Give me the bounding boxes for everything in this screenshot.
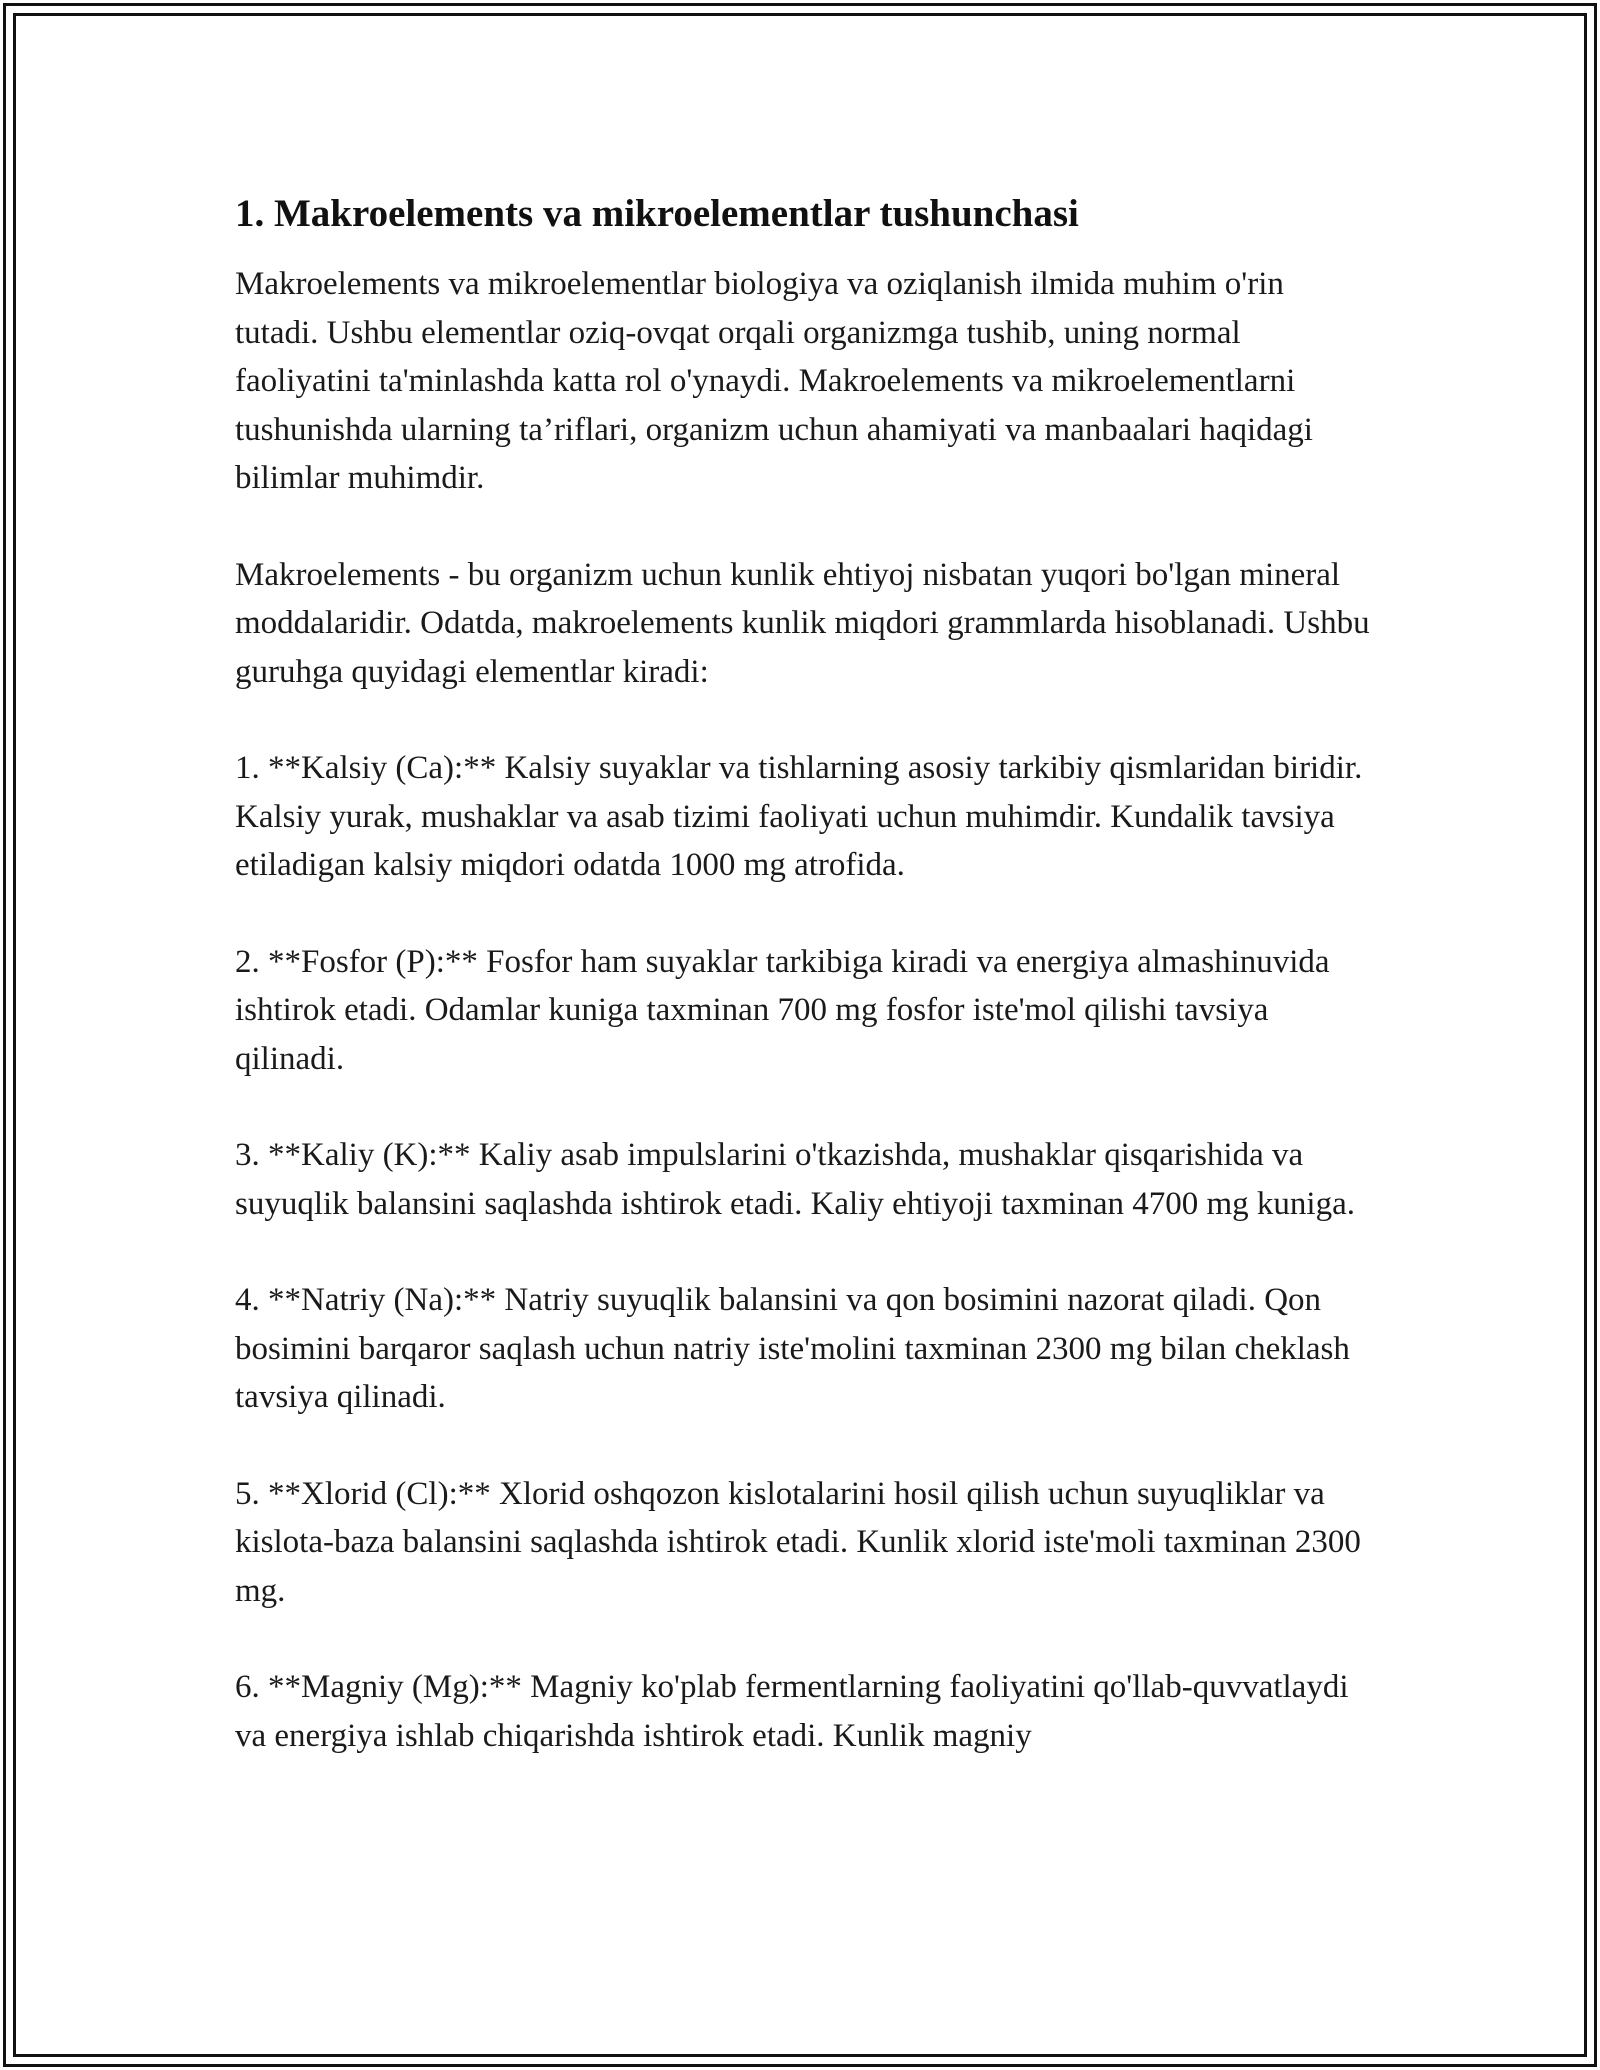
section-heading: 1. Makroelements va mikroelementlar tushunchasi (235, 192, 1079, 235)
macroelements-definition-paragraph: Makroelements - bu organizm uchun kunlik ehtiyoj nisbatan yuqori bo'lgan mineral moddalaridir. Odatda, makroelements kunlik miqdori grammlarda hisoblanadi. Ushbu guruhga quyidagi elementlar kiradi: (235, 556, 1370, 690)
list-item-sodium: 4. **Natriy (Na):** Natriy suyuqlik balansini va qon bosimini nazorat qiladi. Qon bosimini barqaror saqlash uchun natriy iste'molini taxminan 2300 mg bilan cheklash tavsiya qilinadi. (235, 1282, 1350, 1415)
list-item-calcium: 1. **Kalsiy (Ca):** Kalsiy suyaklar va tishlarning asosiy tarkibiy qismlaridan biridir. Kalsiy yurak, mushaklar va asab tizimi faoliyati uchun muhimdir. Kundalik tavsiya etiladigan kalsiy miqdori odatda 1000 mg atrofida. (235, 750, 1363, 883)
intro-paragraph: Makroelements va mikroelementlar biologiya va oziqlanish ilmida muhim o'rin tutadi. Ushbu elementlar oziq-ovqat orqali organizmga tushib, uning normal faoliyatini ta'minlashda katta rol o'ynaydi. Makroelements va mikroelementlarni tushunishda ularning ta’riflari, organizm uchun ahamiyati va manbaalari haqidagi bilimlar muhimdir. (235, 266, 1313, 496)
list-item-potassium: 3. **Kaliy (K):** Kaliy asab impulslarini o'tkazishda, mushaklar qisqarishida va suyuqlik balansini saqlashda ishtirok etadi. Kaliy ehtiyoji taxminan 4700 mg kuniga. (235, 1137, 1356, 1222)
list-item-magnesium: 6. **Magniy (Mg):** Magniy ko'plab fermentlarning faoliyatini qo'llab-quvvatlaydi va energiya ishlab chiqarishda ishtirok etadi. Kunlik magniy (235, 1669, 1349, 1754)
list-item-phosphorus: 2. **Fosfor (P):** Fosfor ham suyaklar tarkibiga kiradi va energiya almashinuvida ishtirok etadi. Odamlar kuniga taxminan 700 mg fosfor iste'mol qilishi tavsiya qilinadi. (235, 943, 1330, 1077)
list-item-chloride: 5. **Xlorid (Cl):** Xlorid oshqozon kislotalarini hosil qilish uchun suyuqliklar va kislota-baza balansini saqlashda ishtirok etadi. Kunlik xlorid iste'moli taxminan 2300 mg. (235, 1475, 1361, 1609)
document-body (235, 186, 1375, 1808)
